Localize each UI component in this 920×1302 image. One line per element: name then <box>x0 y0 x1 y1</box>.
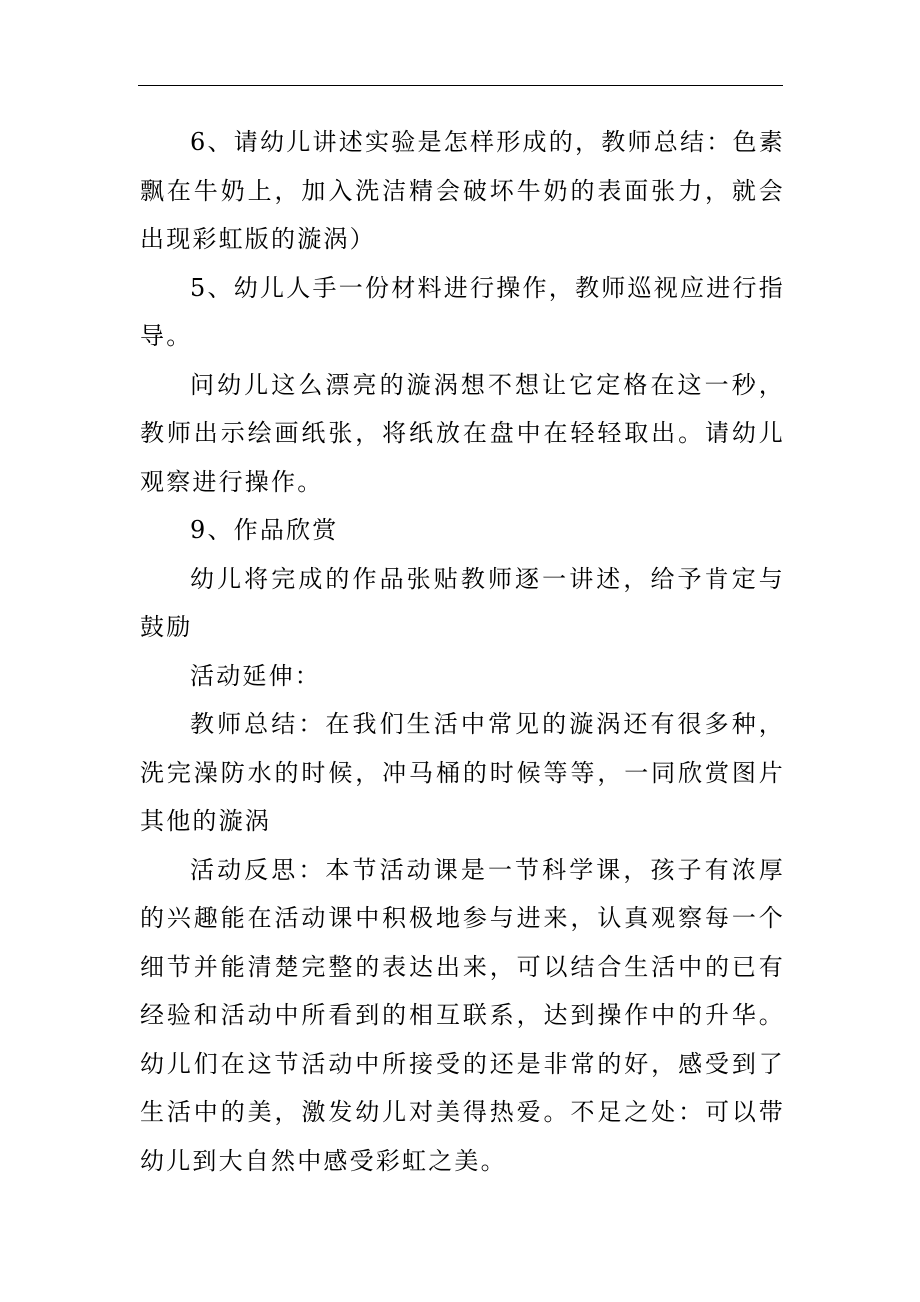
paragraph-experiment-summary: 6、请幼儿讲述实验是怎样形成的，教师总结：色素飘在牛奶上，加入洗洁精会破坏牛奶的表面张力，就会出现彩虹版的漩涡） <box>140 128 785 253</box>
paragraph-freeze-vortex: 问幼儿这么漂亮的漩涡想不想让它定格在这一秒，教师出示绘画纸张，将纸放在盘中在轻轻取出。请幼儿观察进行操作。 <box>140 370 785 496</box>
paragraph-artwork-display: 幼儿将完成的作品张贴教师逐一讲述，给予肯定与鼓励 <box>140 564 785 641</box>
paragraph-activity-reflection: 活动反思：本节活动课是一节科学课，孩子有浓厚的兴趣能在活动课中积极地参与进来，认真观察每一个细节并能清楚完整的表达出来，可以结合生活中的已有经验和活动中所看到的相互联系，达到操作中的升华。幼儿们在这节活动中所接受的还是非常的好，感受到了生活中的美，激发幼儿对美得热爱。不足之处：可以带幼儿到大自然中感受彩虹之美。 <box>140 855 785 1175</box>
paragraph-artwork-appreciation-heading: 9、作品欣赏 <box>190 516 339 544</box>
paragraph-teacher-conclusion: 教师总结：在我们生活中常见的漩涡还有很多种，洗完澡防水的时候，冲马桶的时候等等，一同欣赏图片其他的漩涡 <box>140 710 785 835</box>
paragraph-activity-extension-heading: 活动延伸： <box>190 661 321 690</box>
header-rule <box>138 85 783 86</box>
document-body <box>140 118 785 1185</box>
paragraph-hands-on-operation: 5、幼儿人手一份材料进行操作，教师巡视应进行指导。 <box>140 273 785 350</box>
